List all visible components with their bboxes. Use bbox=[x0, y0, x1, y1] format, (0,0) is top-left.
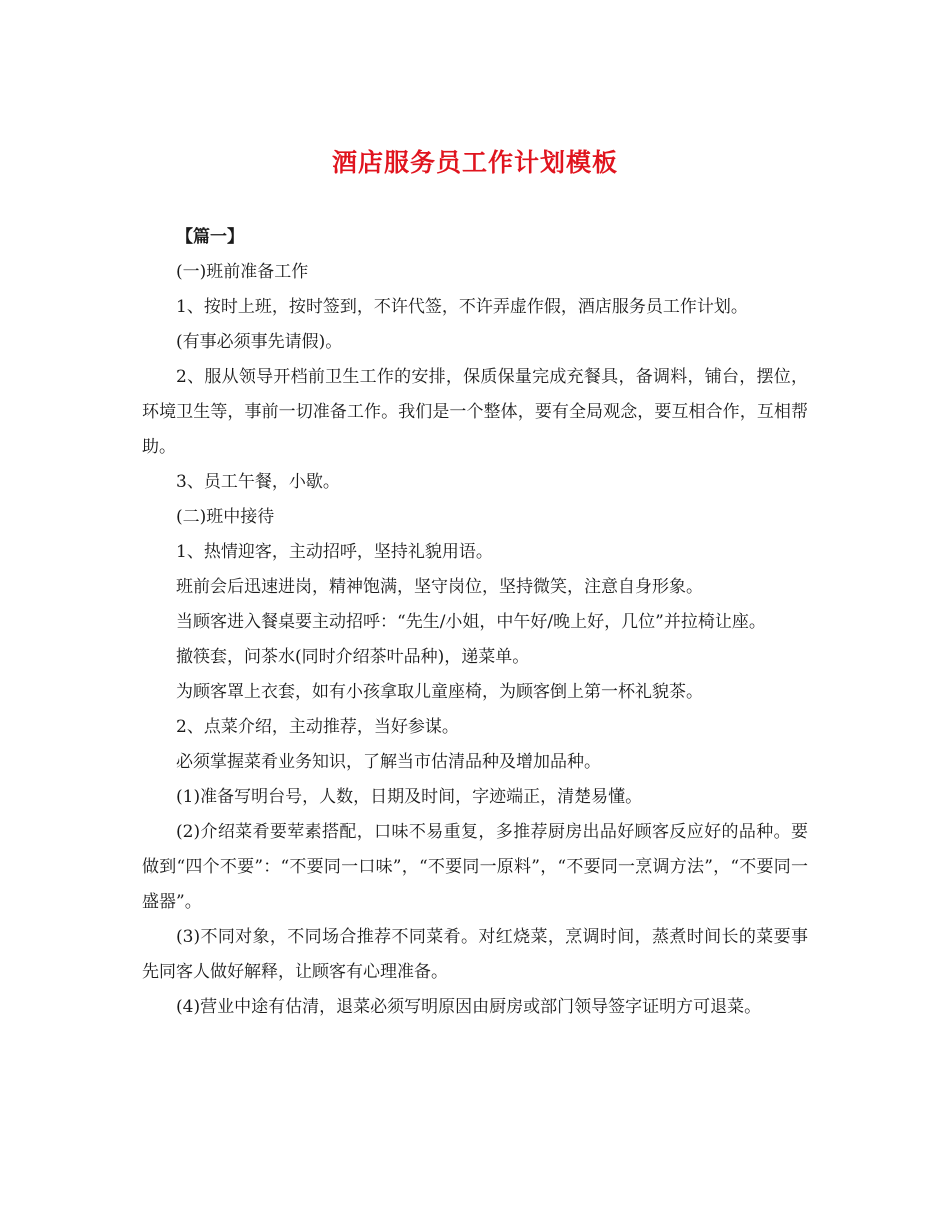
section-heading: 【篇一】 bbox=[176, 227, 244, 247]
subsection-heading: (二)班中接待 bbox=[176, 507, 275, 527]
paragraph: 1、热情迎客，主动招呼，坚持礼貌用语。 bbox=[176, 542, 493, 562]
paragraph: 撤筷套，问茶水(同时介绍茶叶品种)，递菜单。 bbox=[176, 647, 530, 667]
document-title: 酒店服务员工作计划模板 bbox=[331, 148, 618, 177]
paragraph: 1、按时上班，按时签到，不许代签，不许弄虚作假，酒店服务员工作计划。 bbox=[176, 297, 748, 317]
paragraph: (2)介绍菜肴要荤素搭配，口味不易重复，多推荐厨房出品好顾客反应好的品种。要做到“四个不要”：“不要同一口味”，“不要同一原料”，“不要同一烹调方法”，“不要同一盛器”。 bbox=[142, 822, 808, 912]
paragraph: (有事必须事先请假)。 bbox=[176, 332, 343, 352]
paragraph: 当顾客进入餐桌要主动招呼：“先生/小姐，中午好/晚上好，几位”并拉椅让座。 bbox=[176, 612, 766, 632]
paragraph: 3、员工午餐，小歇。 bbox=[176, 472, 340, 492]
paragraph: 为顾客罩上衣套，如有小孩拿取儿童座椅，为顾客倒上第一杯礼貌茶。 bbox=[176, 682, 703, 702]
subsection-heading: (一)班前准备工作 bbox=[176, 262, 309, 282]
paragraph: (3)不同对象，不同场合推荐不同菜肴。对红烧菜，烹调时间，蒸煮时间长的菜要事先同客人做好解释，让顾客有心理准备。 bbox=[142, 927, 808, 982]
paragraph: 2、点菜介绍，主动推荐，当好参谋。 bbox=[176, 717, 459, 737]
paragraph: 必须掌握菜肴业务知识，了解当市估清品种及增加品种。 bbox=[176, 752, 601, 772]
paragraph: 2、服从领导开档前卫生工作的安排，保质保量完成充餐具，备调料，铺台，摆位，环境卫生等，事前一切准备工作。我们是一个整体，要有全局观念，要互相合作，互相帮助。 bbox=[142, 367, 808, 457]
paragraph: 班前会后迅速进岗，精神饱满，坚守岗位，坚持微笑，注意自身形象。 bbox=[176, 577, 703, 597]
document-body bbox=[142, 220, 808, 1025]
paragraph: (1)准备写明台号，人数，日期及时间，字迹端正，清楚易懂。 bbox=[176, 787, 643, 807]
paragraph: (4)营业中途有估清，退菜必须写明原因由厨房或部门领导签字证明方可退菜。 bbox=[176, 997, 762, 1017]
